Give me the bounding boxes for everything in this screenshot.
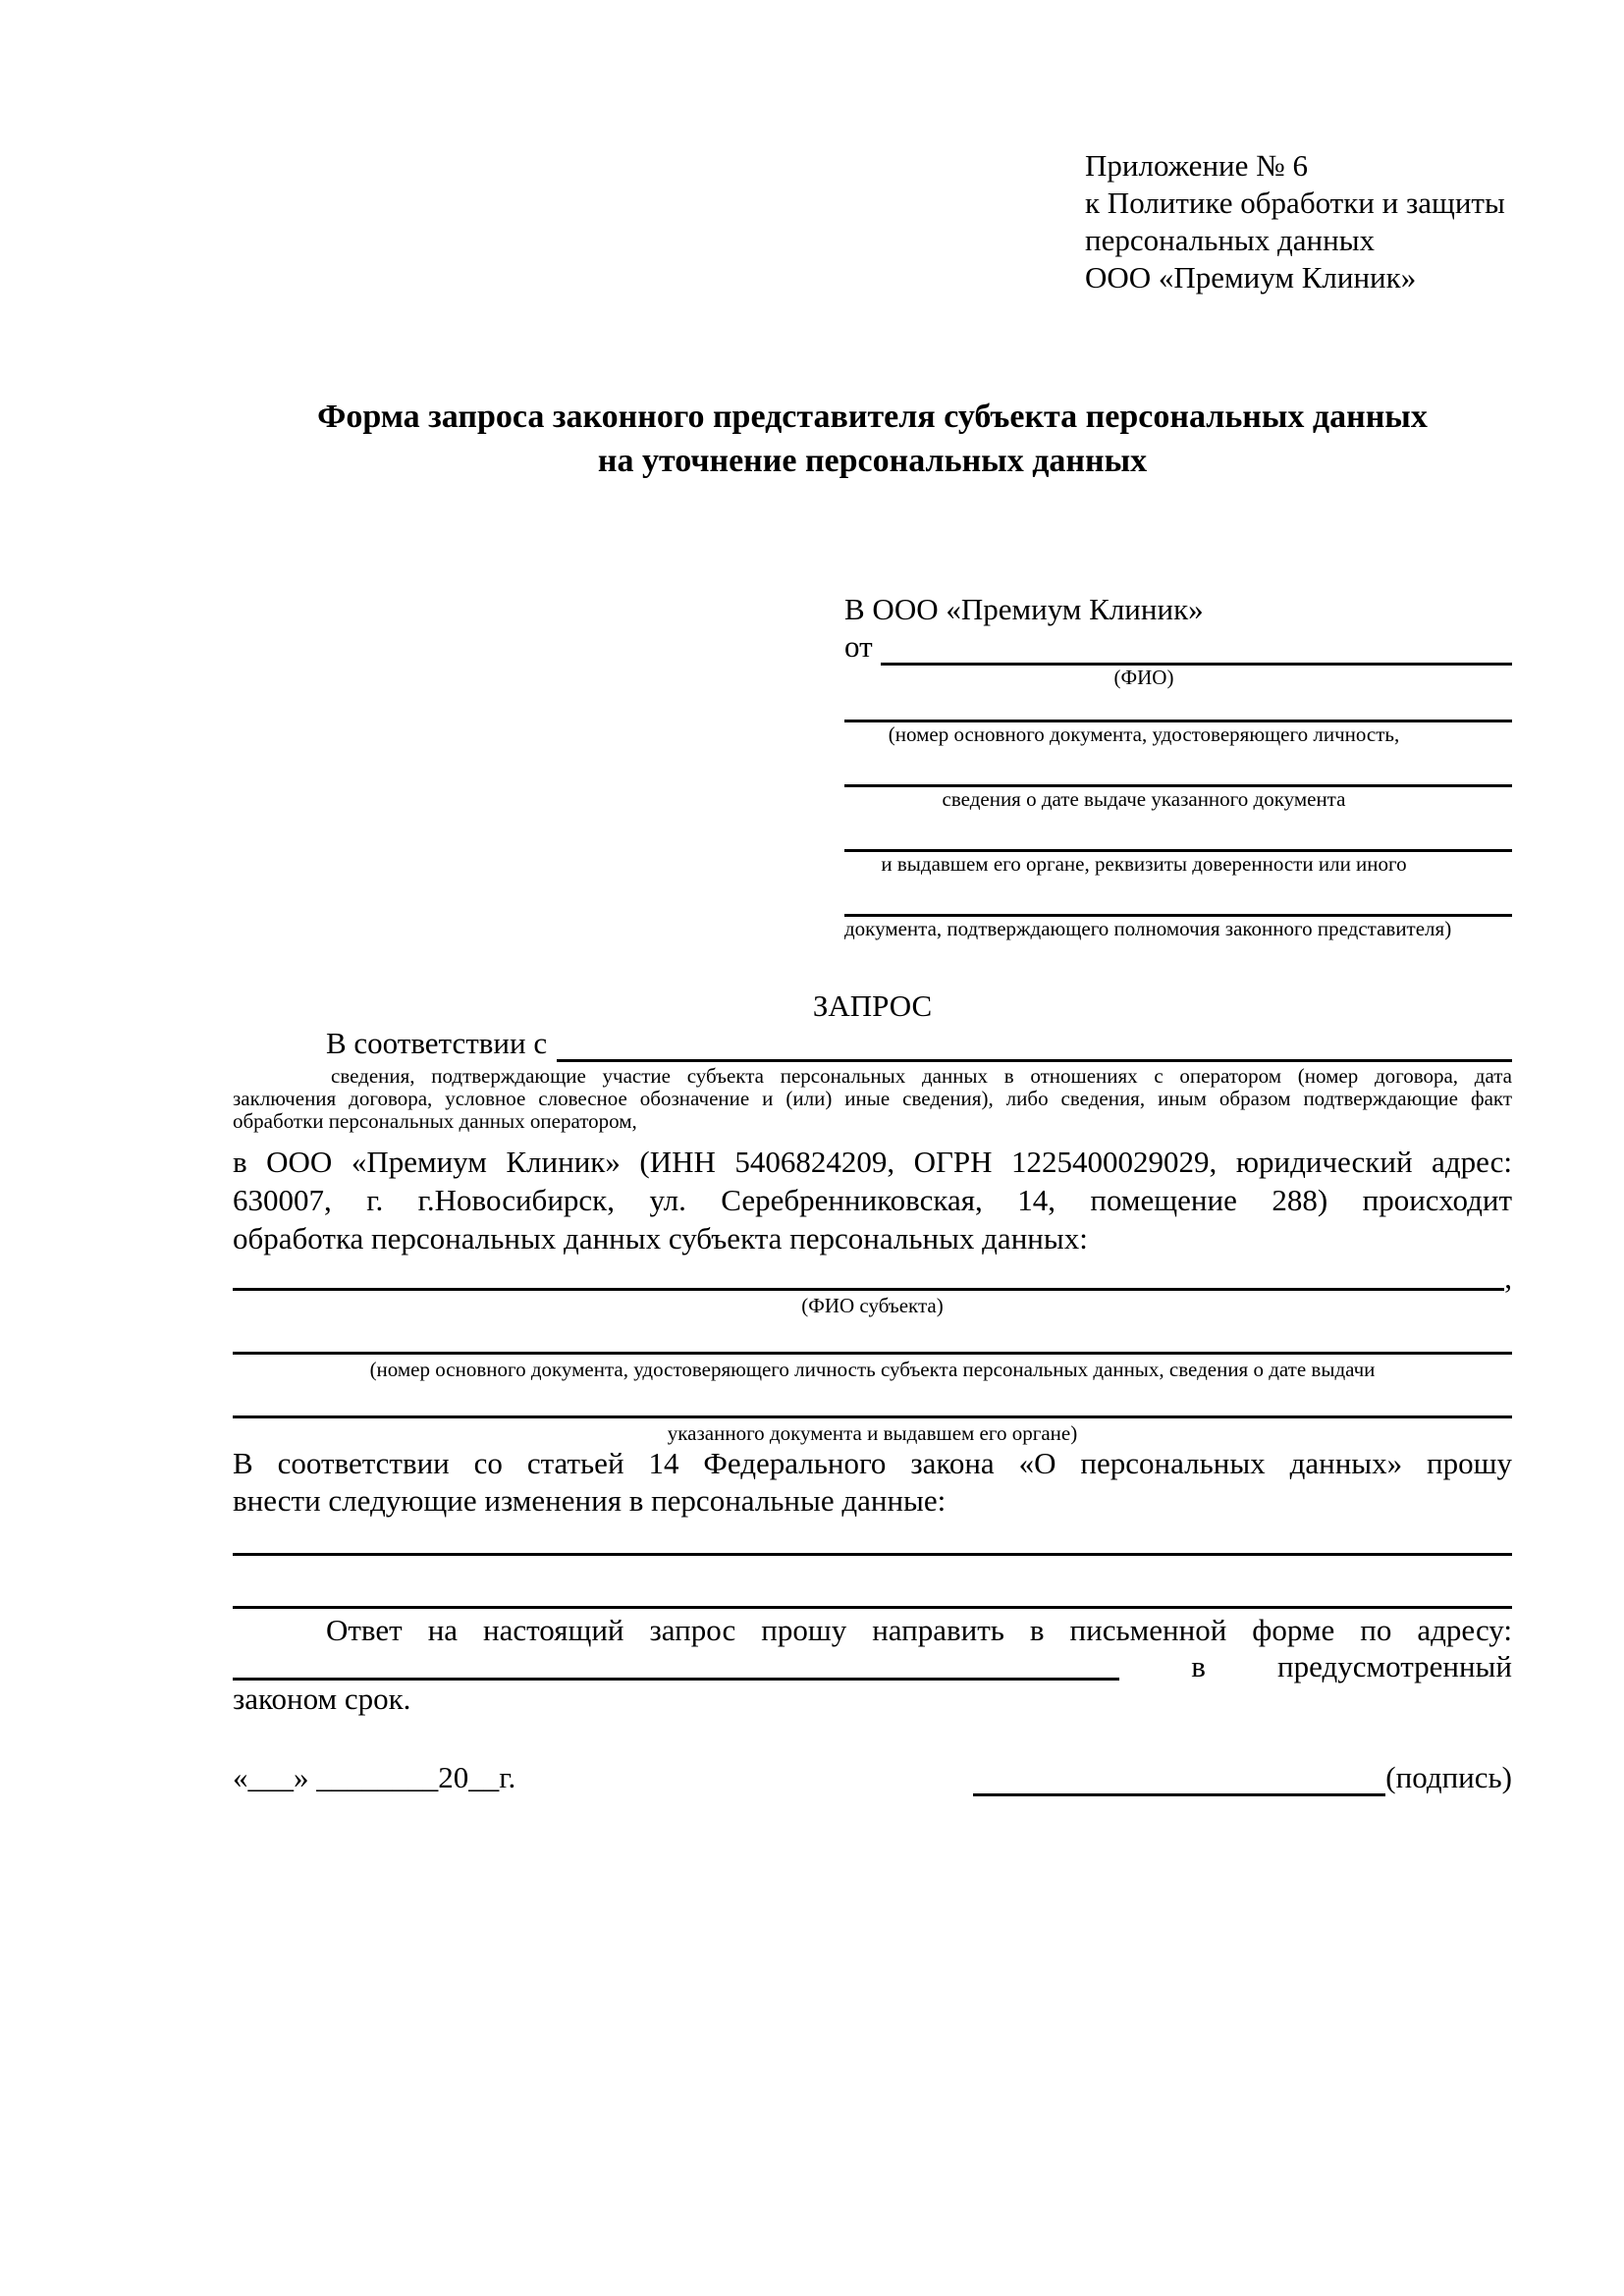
representative-doc-blank-line-2 xyxy=(844,746,1512,787)
representative-doc-field-2 xyxy=(844,746,1512,811)
date-field: «___» ________20__г. xyxy=(233,1760,516,1794)
representative-doc-blank-line-1 xyxy=(844,689,1512,722)
subject-doc-blank-line-2 xyxy=(233,1381,1512,1418)
representative-doc-caption-2: сведения о дате выдаче указанного документа xyxy=(942,787,1346,811)
appendix-line-3: персональных данных xyxy=(1085,223,1376,257)
document-title xyxy=(233,395,1512,483)
representative-doc-field-4 xyxy=(844,876,1512,940)
reply-line-3: законом срок. xyxy=(233,1682,411,1716)
amendment-paragraph-line-1: В соответствии со статьей 14 Федерального закона «О персональных данных» прошу xyxy=(233,1446,1512,1480)
intro-label: В соответствии с xyxy=(326,1026,548,1060)
footnote-line-2: заключения договора, условное словесное обозначение и (или) иные сведения), либо сведения, иным образом подтверждающие факт xyxy=(233,1087,1512,1110)
intro-footnote xyxy=(233,1065,1512,1133)
fio-caption: (ФИО) xyxy=(1113,666,1174,689)
date-signature-row xyxy=(233,1759,1512,1796)
footnote-line-1: сведения, подтверждающие участие субъекта персональных данных в отношениях с оператором (номер договора, дата xyxy=(331,1064,1512,1088)
operator-paragraph xyxy=(233,1143,1512,1257)
operator-paragraph-line-1: в ООО «Премиум Клиник» (ИНН 5406824209, ОГРН 1225400029029, юридический адрес: xyxy=(233,1145,1512,1179)
representative-doc-blank-line-4 xyxy=(844,876,1512,917)
representative-doc-field-3 xyxy=(844,811,1512,876)
appendix-line-2: к Политике обработки и защиты xyxy=(1085,186,1505,220)
reply-address-blank-line xyxy=(233,1648,1119,1681)
subject-doc-caption-1: (номер основного документа, удостоверяющего личность субъекта персональных данных, сведения о дате выдачи xyxy=(369,1358,1376,1381)
reply-paragraph xyxy=(233,1612,1512,1718)
subject-fio-row xyxy=(233,1257,1512,1295)
representative-doc-caption-3: и выдавшем его органе, реквизиты доверенности или иного xyxy=(881,852,1407,876)
addressee-to: В ООО «Премиум Клиник» xyxy=(844,592,1204,626)
subject-fio-comma: , xyxy=(1504,1260,1512,1295)
representative-doc-blank-line-3 xyxy=(844,811,1512,852)
intro-blank-line xyxy=(557,1025,1512,1062)
subject-doc-blank-line-1 xyxy=(233,1317,1512,1355)
document-title-line-1: Форма запроса законного представителя субъекта персональных данных xyxy=(317,399,1428,435)
representative-doc-field-1 xyxy=(844,689,1512,746)
amendment-paragraph-line-2: внести следующие изменения в персональные данные: xyxy=(233,1483,947,1518)
subject-fio-blank-line xyxy=(233,1257,1504,1291)
reply-word-1: в xyxy=(1191,1649,1206,1683)
request-heading: ЗАПРОС xyxy=(812,988,933,1023)
reply-word-2: предусмотренный xyxy=(1277,1649,1512,1683)
operator-paragraph-line-3: обработка персональных данных субъекта персональных данных: xyxy=(233,1221,1088,1255)
subject-fio-caption: (ФИО субъекта) xyxy=(801,1294,944,1317)
operator-paragraph-line-2: 630007, г. г.Новосибирск, ул. Серебренниковская, 14, помещение 288) происходит xyxy=(233,1183,1512,1217)
changes-blank-line-2 xyxy=(233,1556,1512,1609)
changes-blank-line-1 xyxy=(233,1520,1512,1556)
from-blank-line xyxy=(881,628,1512,666)
footnote-line-3: обработки персональных данных оператором, xyxy=(233,1109,637,1133)
from-row xyxy=(844,628,1512,666)
subject-doc-caption-2: указанного документа и выдавшем его органе) xyxy=(667,1421,1078,1445)
signature-field xyxy=(973,1759,1512,1796)
reply-line-1: Ответ на настоящий запрос прошу направить в письменной форме по адресу: xyxy=(326,1613,1512,1647)
addressee-block xyxy=(844,591,1512,940)
appendix-block xyxy=(1085,147,1512,296)
amendment-paragraph xyxy=(233,1445,1512,1520)
reply-address-row xyxy=(233,1648,1512,1681)
representative-doc-caption-1: (номер основного документа, удостоверяющего личность, xyxy=(888,722,1400,746)
appendix-line-4: ООО «Премиум Клиник» xyxy=(1085,260,1417,294)
signature-blank-line xyxy=(973,1759,1385,1796)
appendix-line-1: Приложение № 6 xyxy=(1085,148,1308,183)
representative-doc-caption-4: документа, подтверждающего полномочия законного представителя) xyxy=(844,917,1452,940)
from-label: от xyxy=(844,629,873,664)
document-title-line-2: на уточнение персональных данных xyxy=(597,443,1148,479)
signature-caption: (подпись) xyxy=(1385,1760,1512,1794)
intro-row xyxy=(233,1025,1512,1062)
